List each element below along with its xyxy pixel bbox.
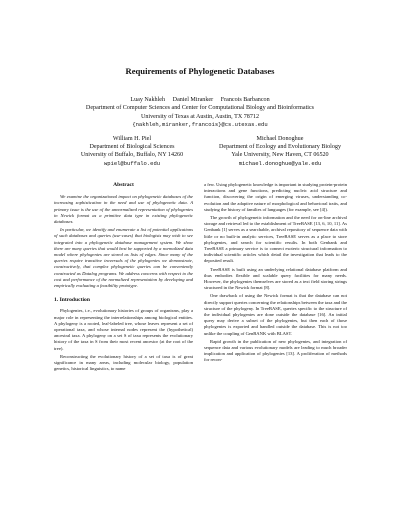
right-column: [204, 182, 347, 366]
introduction-section: [54, 297, 193, 372]
body-paragraph: The growth of phylogenetic information and the need for on-line archival storage and retrieval led to the establishment of TreeBASE [13, 6, 10, 11]. As Genbank [1] serves as a searchable, archival repository of sequence data with little or no built-in analytic services, TreeBASE serves as a place to store phylogenies, and search for scientific results. In both Genbank and TreeBASE a primary service is to connect esoteric structural information to individual scientific articles which detail the investigation that leads to the deposited result.: [204, 215, 347, 264]
author-block-top: [0, 96, 400, 130]
author-names: Luay Nakhleh Daniel Miranker Francois Barbancon: [130, 97, 270, 103]
author-university: Yale University, New Haven, CT 06520: [231, 152, 329, 159]
abstract-paragraph: We examine the organizational impact on phylogenetic databases of the increasing sophistication in the need and use of phylogenetic data. A primary issue is the use of the unnormalized representation of phylogenies in Newick format as a primitive data type in existing phylogenetic databases.: [54, 194, 193, 225]
author-department: Department of Biological Sciences: [89, 144, 175, 151]
abstract-section: [54, 182, 193, 289]
abstract-paragraph: In particular, we identify and enumerate a list of potential applications of such databases and queries (use-cases) that biologists may wish to see integrated into a phylogenetic database management system. We show there are many queries that would best be supported by a normalized data model where phylogenies are stored as lists of edges. Since many of the queries require transitive traversals of the phylogenies we demonstrate, constructively, that complex phylogenetic queries can be conveniently constructed as Datalog programs. We address concerns with respect to the cost and performance of the normalized representation by developing and empirically evaluating a feasibility prototype.: [54, 227, 193, 289]
abstract-heading: Abstract: [113, 182, 134, 188]
author-department: Department of Computer Sciences and Center for Computational Biology and Bioinformatics: [85, 105, 315, 112]
author-email: wpiel@buffalo.edu: [103, 159, 161, 167]
author-university: University of Texas at Austin, Austin, TX 78712: [140, 113, 259, 120]
author-email: michael.donoghue@yale.edu: [238, 159, 322, 167]
paper-title: Requirements of Phylogenetic Databases: [125, 66, 275, 76]
author-name: Michael Donoghue: [256, 136, 304, 142]
author-email: {nakhleh,miranker,francois}@cs.utexas.edu: [132, 121, 268, 129]
body-paragraph: One drawback of using the Newick format is that the database can not directly support queries concerning the relationships between the taxa and the structure of the phylogeny. In TreeBASE, queries specific to the structure of the individual phylogenies are done outside the database [16]. An initial query may derive a subset of the phylogenies, but then each of those phylogenies is exported and handled outside the database. This is not too unlike the coupling of GenBANK with BLAST.: [204, 293, 347, 336]
body-paragraph: Reconstructing the evolutionary history of a set of taxa is of great significance in many areas, including molecular biology, population genetics, historical linguistics, to name: [54, 353, 193, 372]
body-paragraph: TreeBASE is built using an underlying relational database platform and thus embodies flexible and scalable query facilities for many needs. However, the phylogenies themselves are stored as a text field storing strings structured in the Newick format [8].: [204, 266, 347, 291]
author-name: William H. Piel: [112, 136, 152, 142]
author-block-right: [200, 135, 360, 168]
author-block-left: [52, 135, 212, 168]
author-university: University of Buffalo, Buffalo, NY 14260: [80, 152, 184, 159]
body-paragraph: Rapid growth in the publication of new phylogenies, and integration of sequence data and various evolutionary models are leading to much broader implication and application of phylogenies [13]. A proliferation of methods for recon-: [204, 338, 347, 363]
author-department: Department of Ecology and Evolutionary Biology: [218, 144, 342, 151]
left-column: [54, 182, 193, 374]
body-paragraph: a few. Using phylogenetic knowledge is important in studying protein-protein interactions and gene functions, predicting nucleic acid structure and function, discovering the origin of emerging viruses, understanding co-evolution and the adaptive nature of morphological and behavioral traits, and studying the history of families of languages (for example, see [4]).: [204, 182, 347, 212]
section-heading: 1. Introduction: [54, 297, 90, 304]
body-paragraph: Phylogenies, i.e., evolutionary histories of groups of organisms, play a major role in representing the interrelationships among biological entities. A phylogeny is a rooted, leaf-labeled tree, whose leaves represent a set of operational taxa, and whose internal nodes represent the (hypothetical) ancestral taxa. A phylogeny on a set S of taxa represents the evolutionary history of the taxa in S from their most recent ancestor (at the root of the tree).: [54, 308, 193, 351]
